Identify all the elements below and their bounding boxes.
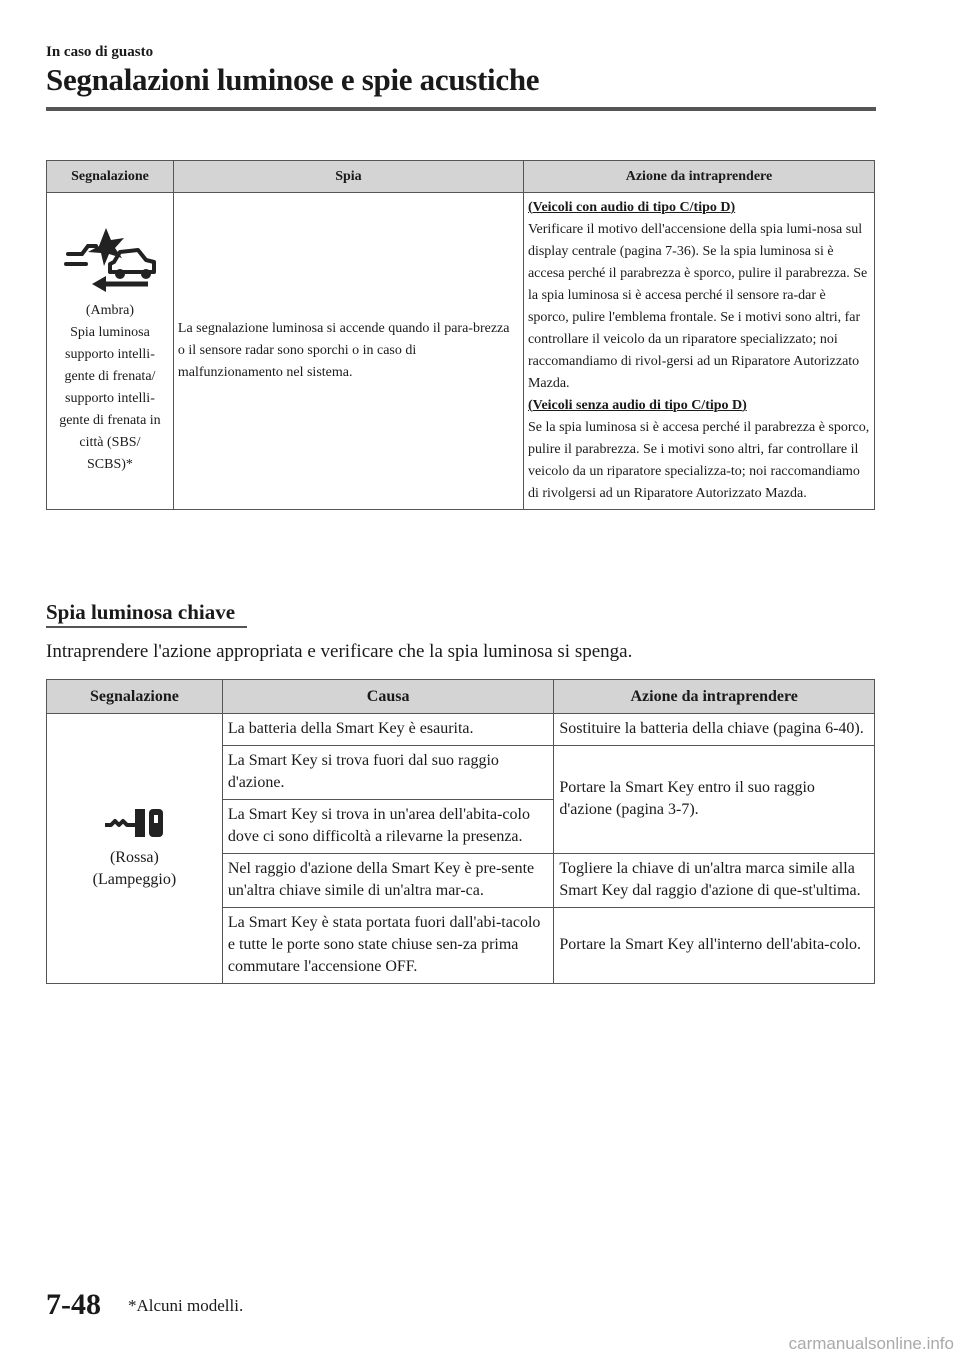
signal-line: gente di frenata/ [64, 369, 156, 384]
table-header-row [47, 161, 875, 193]
header-causa: Causa [222, 680, 554, 714]
cause-cell: La Smart Key si trova in un'area dell'abita-colo dove ci sono difficoltà a rilevarne la presenza. [222, 800, 554, 854]
key-warning-icon [103, 805, 165, 841]
signal-cell [47, 714, 223, 984]
page-number: 7-48 [46, 1288, 101, 1321]
header-azione: Azione da intraprendere [554, 680, 875, 714]
header-spia: Spia [173, 161, 523, 193]
action-text: Se la spia luminosa si è accesa perché il parabrezza è sporco, pulire il parabrezza. Se i motivi sono altri, far controllare il veicolo da un riparatore specializza-to; noi raccomandiamo di rivolgersi ad un Riparatore Autorizzato Mazda. [527, 420, 870, 501]
action-heading: (Veicoli con audio di tipo C/tipo D) [527, 200, 736, 215]
signal-line: gente di frenata in [59, 413, 161, 428]
header-azione: Azione da intraprendere [523, 161, 874, 193]
signal-line: supporto intelli- [65, 347, 155, 362]
action-cell: Portare la Smart Key all'interno dell'abita-colo. [554, 908, 875, 984]
action-heading: (Veicoli senza audio di tipo C/tipo D) [527, 398, 747, 413]
action-text: Verificare il motivo dell'accensione della spia lumi-nosa sul display centrale (pagina 7-36). Se la spia luminosa si è accesa perché il parabrezza è sporco, pulire il parabrezza. Se la spia luminosa si è accesa perché il sensore ra-dar è sporco, pulire l'emblema frontale. Se i motivi sono altri, far controllare il veicolo da un riparatore specializzato; noi raccomandiamo di rivol-gersi ad un Riparatore Autorizzato Mazda. [527, 222, 868, 391]
signal-line: Spia luminosa [70, 325, 150, 340]
signal-line: SCBS)* [86, 457, 133, 472]
key-section-title: Spia luminosa chiave [46, 600, 236, 624]
spia-cell: La segnalazione luminosa si accende quando il para-brezza o il sensore radar sono sporchi o in caso di malfunzionamento nel sistema. [173, 193, 523, 510]
footnote: *Alcuni modelli. [128, 1296, 244, 1315]
signal-line: (Ambra) [85, 303, 135, 318]
page-title: Segnalazioni luminose e spie acustiche [46, 62, 540, 97]
table-row [47, 193, 875, 510]
cause-cell: La Smart Key si trova fuori dal suo raggio d'azione. [222, 746, 554, 800]
section-label: In caso di guasto [46, 44, 154, 60]
header-segnalazione: Segnalazione [47, 680, 223, 714]
sbs-scbs-warning-icon [62, 226, 158, 294]
watermark: carmanualsonline.info [788, 1334, 954, 1353]
table-header-row [47, 680, 875, 714]
header-segnalazione: Segnalazione [47, 161, 174, 193]
signal-line: città (SBS/ [79, 435, 141, 450]
warning-table-key [46, 679, 875, 984]
cause-cell: La Smart Key è stata portata fuori dall'abi-tacolo e tutte le porte sono state chiuse sen-za prima commutare l'accensione OFF. [222, 908, 554, 984]
cause-cell: Nel raggio d'azione della Smart Key è pre-sente un'altra chiave simile di un'altra mar-ca. [222, 854, 554, 908]
signal-line: supporto intelli- [65, 391, 155, 406]
signal-line: (Lampeggio) [92, 871, 177, 888]
key-section-intro: Intraprendere l'azione appropriata e verificare che la spia luminosa si spenga. [46, 641, 633, 662]
action-cell: Portare la Smart Key entro il suo raggio d'azione (pagina 3-7). [554, 746, 875, 854]
title-rule [46, 107, 876, 111]
cause-cell: La batteria della Smart Key è esaurita. [222, 714, 554, 746]
signal-cell [47, 193, 174, 510]
signal-line: (Rossa) [109, 849, 159, 866]
table-row [47, 714, 875, 746]
key-section-rule [46, 626, 247, 628]
action-cell: Sostituire la batteria della chiave (pagina 6-40). [554, 714, 875, 746]
action-cell [523, 193, 874, 510]
warning-table-sbs [46, 160, 875, 510]
action-cell: Togliere la chiave di un'altra marca simile alla Smart Key dal raggio d'azione di que-st'ultima. [554, 854, 875, 908]
